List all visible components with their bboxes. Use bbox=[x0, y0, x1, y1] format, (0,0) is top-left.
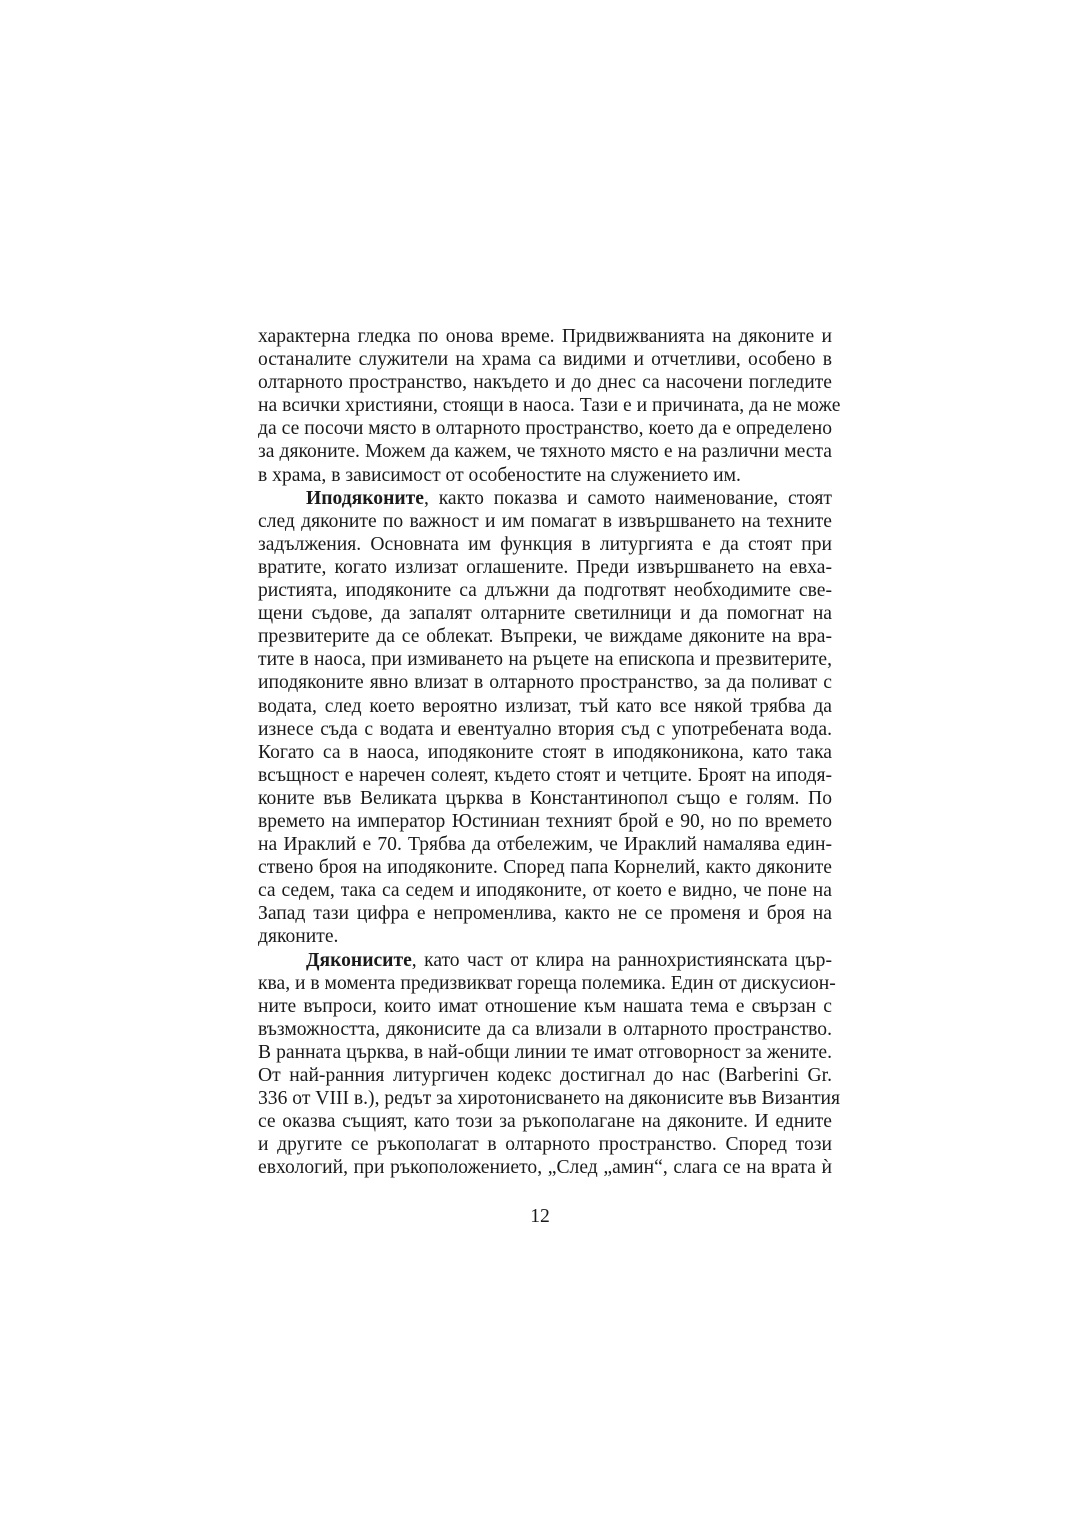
text-line: след дяконите по важност и им помагат в извършването на техните bbox=[258, 510, 832, 532]
text-line: олтарното пространство, накъдето и до днес са насочени погледите bbox=[258, 372, 832, 394]
text-line: характерна гледка по онова време. Придвижванията на дяконите и bbox=[258, 326, 832, 347]
text-line: В ранната църква, в най-общи линии те имат отговорност за жените. bbox=[258, 1041, 832, 1063]
text-line: изнесе съда с водата и евентуално втория съд с употребената вода. bbox=[258, 718, 832, 740]
text-line: Запад тази цифра е непроменлива, както не се променя и броя на bbox=[258, 903, 832, 925]
text-line: и другите се ръкополагат в олтарното пространство. Според този bbox=[258, 1134, 832, 1156]
text-line-rest: , като част от клира на раннохристиянската цър- bbox=[411, 949, 832, 971]
text-line-rest: , както показва и самото наименование, стоят bbox=[424, 487, 832, 509]
text-line: иподяконите явно влизат в олтарното пространство, за да поливат с bbox=[258, 672, 832, 694]
text-line: на Ираклий е 70. Трябва да отбележим, че Ираклий намалява един- bbox=[258, 834, 832, 856]
text-line: водата, след което вероятно излизат, тъй като все някой трябва да bbox=[258, 695, 832, 717]
text-line: щени съдове, да запалят олтарните светилници и да помогнат на bbox=[258, 603, 832, 625]
text-line: ните въпроси, които имат отношение към нашата тема е свързан с bbox=[258, 995, 832, 1017]
text-line: останалите служители на храма са видими и отчетливи, особено в bbox=[258, 349, 832, 371]
text-line: презвитерите да се облекат. Въпреки, че виждаме дяконите на вра- bbox=[258, 626, 832, 648]
text-line-first bbox=[258, 487, 832, 510]
paragraph-3 bbox=[258, 949, 841, 1180]
text-line: времето на император Юстиниан техният брой е 90, но по времето bbox=[258, 810, 832, 832]
text-line: коните във Великата църква в Константинопол също е голям. По bbox=[258, 787, 832, 809]
text-line: вратите, когато излизат оглашените. Преди извършването на евха- bbox=[258, 556, 832, 578]
text-line: 336 от VIII в.), редът за хиротонисването на дяконисите във Византия bbox=[258, 1088, 841, 1110]
text-line: От най-ранния литургичен кодекс достигнал до нас (Barberini Gr. bbox=[258, 1065, 832, 1086]
text-line: в храма, в зависимост от особеностите на служението им. bbox=[258, 464, 741, 486]
text-line: ствено броя на иподяконите. Според папа Корнелий, както дяконите bbox=[258, 857, 832, 879]
text-line: възможността, дяконисите да са влизали в олтарното пространство. bbox=[258, 1018, 832, 1040]
term-deaconesses: Дяконисите bbox=[306, 949, 412, 971]
term-subdeacons: Иподяконите bbox=[306, 487, 425, 509]
text-line: задължения. Основната им функция в литургията е да стоят при bbox=[258, 533, 832, 555]
text-line: са седем, така са седем и иподяконите, от което е видно, че поне на bbox=[258, 880, 832, 902]
text-line-first bbox=[258, 949, 832, 972]
text-line: ква, и в момента предизвикват гореща полемика. Един от дискусион- bbox=[258, 972, 836, 994]
text-line: тите в наоса, при измиването на ръцете на епископа и презвитерите, bbox=[258, 649, 832, 671]
paragraph-1 bbox=[258, 325, 841, 487]
paragraph-2 bbox=[258, 487, 832, 949]
text-line: всъщност е наречен солеят, където стоят и четците. Броят на иподя- bbox=[258, 764, 832, 786]
text-line: евхологий, при ръкоположението, „След „амин“, слага се на врата ѝ bbox=[258, 1157, 832, 1179]
body-text bbox=[258, 325, 841, 1179]
text-line: да се посочи място в олтарното пространство, което да е определено bbox=[258, 418, 832, 440]
text-line: на всички християни, стоящи в наоса. Тази е и причината, да не може bbox=[258, 395, 841, 417]
text-line: Когато са в наоса, иподяконите стоят в иподяконикона, като така bbox=[258, 741, 832, 763]
text-line: дяконите. bbox=[258, 926, 339, 948]
text-line: за дяконите. Можем да кажем, че тяхното място е на различни места bbox=[258, 441, 832, 463]
text-line: ристията, иподяконите са длъжни да подготвят необходимите све- bbox=[258, 580, 832, 602]
text-line: се оказва същият, като този за ръкополагане на дяконите. И едните bbox=[258, 1111, 832, 1133]
page-number: 12 bbox=[530, 1206, 550, 1227]
